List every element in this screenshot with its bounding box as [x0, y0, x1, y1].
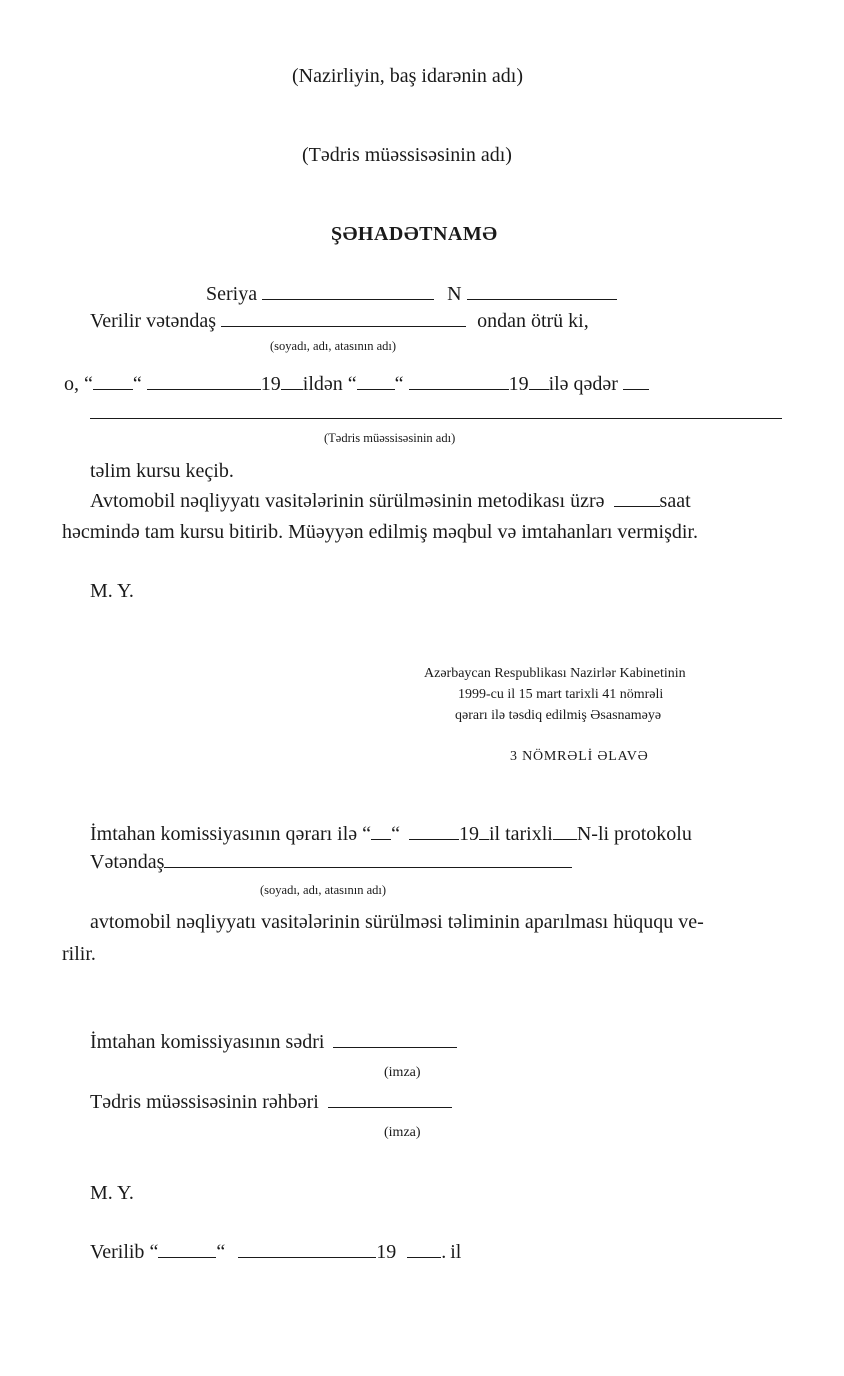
document-title: ŞƏHADƏTNAMƏ: [331, 223, 498, 245]
commission-text: İmtahan komissiyasının qərarı ilə: [90, 823, 358, 845]
day-blank-1: [93, 388, 133, 390]
right-text-line-2: rilir.: [62, 943, 96, 965]
he-label: o,: [64, 373, 79, 395]
series-blank: [262, 298, 434, 300]
citizen-row: [90, 852, 572, 872]
head-label: Tədris müəssisəsinin rəhbəri: [90, 1091, 319, 1113]
seal-mark-1: M. Y.: [90, 580, 134, 602]
protocol-number-blank: [553, 838, 577, 840]
issued-il: il: [450, 1241, 462, 1263]
issued-year-prefix: 19: [376, 1241, 397, 1263]
methodology-text: Avtomobil nəqliyyatı vasitələrinin sürülməsinin metodikası üzrə: [90, 490, 605, 512]
head-signature-blank: [328, 1106, 452, 1108]
quote-open-1: “: [84, 373, 93, 395]
hours-blank: [614, 505, 660, 507]
methodology-row: [90, 491, 691, 511]
series-label: Seriya: [206, 283, 258, 305]
signature-hint-2: (imza): [384, 1125, 421, 1140]
citizen-name-blank: [221, 325, 466, 327]
decision-year-prefix: 19: [458, 823, 479, 845]
number-label: N: [447, 283, 462, 305]
issued-label: Verilib: [90, 1241, 145, 1263]
hours-label: saat: [659, 490, 691, 512]
head-row: [90, 1092, 452, 1112]
from-label: ildən: [302, 373, 343, 395]
completed-text: həcmində tam kursu bitirib. Müəyyən edilmiş məqbul və imtahanları vermişdir.: [62, 521, 698, 543]
month-blank-1: [147, 388, 261, 390]
issued-year-blank: [407, 1256, 441, 1258]
year-prefix-1: 19: [260, 373, 281, 395]
until-blank: [623, 388, 649, 390]
decision-quote-open: “: [362, 823, 372, 845]
quote-close-1: “: [132, 373, 142, 395]
annex-line-1: Azərbaycan Respublikası Nazirlər Kabinetinin: [424, 666, 686, 681]
issued-row: [90, 1242, 461, 1262]
chairman-row: [90, 1032, 457, 1052]
year-blank-2: [529, 388, 549, 390]
dates-row: [64, 374, 649, 394]
institution-name-line: [90, 418, 782, 419]
decision-row: [90, 824, 692, 844]
year-blank-1: [281, 388, 303, 390]
issued-quote-close: “: [216, 1241, 226, 1263]
number-blank: [467, 298, 617, 300]
issued-month-blank: [238, 1256, 376, 1258]
citizen-label: Vətəndaş: [90, 851, 165, 873]
chairman-label: İmtahan komissiyasının sədri: [90, 1031, 325, 1053]
year-prefix-2: 19: [508, 373, 529, 395]
decision-year-blank: [479, 838, 489, 840]
name-hint: (soyadı, adı, atasının adı): [270, 339, 397, 353]
course-passed-text: təlim kursu keçib.: [90, 460, 234, 482]
quote-open-2: “: [347, 373, 357, 395]
citizen-blank: [164, 866, 572, 868]
reason-label: ondan ötrü ki,: [477, 310, 589, 332]
institution-name-hint: (Tədris müəssisəsinin adı): [302, 144, 512, 166]
annex-line-2: 1999-cu il 15 mart tarixli 41 nömrəli: [458, 687, 664, 702]
dated-label: il tarixli: [488, 823, 553, 845]
issued-day-blank: [158, 1256, 216, 1258]
signature-hint-1: (imza): [384, 1065, 421, 1080]
annex-label: 3 NÖMRƏLİ ƏLAVƏ: [510, 749, 649, 764]
decision-month-blank: [409, 838, 459, 840]
day-blank-2: [357, 388, 395, 390]
issued-year-dot: .: [441, 1241, 447, 1263]
issued-to-label: Verilir vətəndaş: [90, 310, 217, 332]
decision-quote-close: “: [391, 823, 400, 845]
institution-hint: (Tədris müəssisəsinin adı): [324, 431, 456, 445]
annex-line-3: qərarı ilə təsdiq edilmiş Əsasnaməyə: [455, 708, 662, 723]
seal-mark-2: M. Y.: [90, 1182, 134, 1204]
issued-to-row: [90, 311, 589, 331]
ministry-name-hint: (Nazirliyin, baş idarənin adı): [292, 65, 524, 87]
month-blank-2: [409, 388, 509, 390]
citizen-name-hint: (soyadı, adı, atasının adı): [260, 883, 387, 897]
series-row: [206, 284, 617, 304]
right-text-line-1: avtomobil nəqliyyatı vasitələrinin sürülməsi təliminin aparılması hüququ ve-: [90, 911, 704, 933]
until-label: ilə qədər: [548, 373, 618, 395]
decision-day-blank: [371, 838, 391, 840]
chairman-signature-blank: [333, 1046, 457, 1048]
issued-quote-open: “: [149, 1241, 159, 1263]
quote-close-2: “: [394, 373, 404, 395]
protocol-label: N-li protokolu: [576, 823, 692, 845]
